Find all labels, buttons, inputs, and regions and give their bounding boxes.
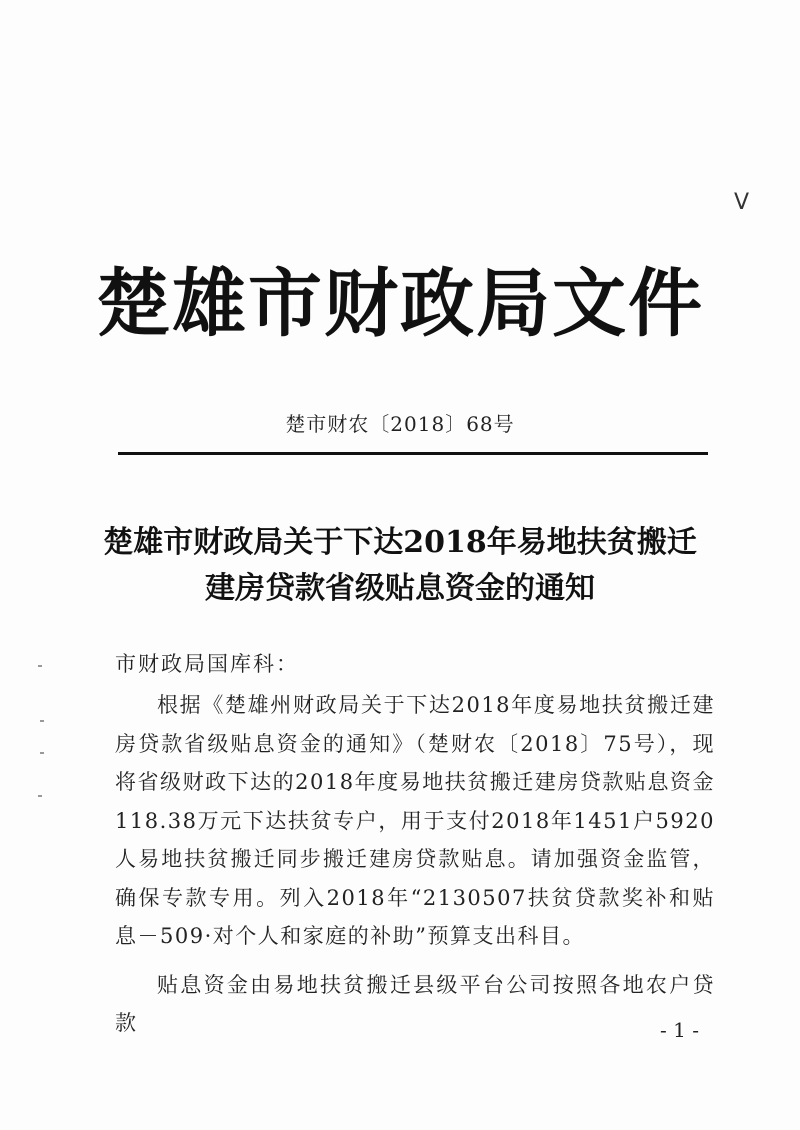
scan-speck bbox=[38, 795, 42, 797]
scan-speck bbox=[38, 665, 42, 667]
document-title bbox=[80, 520, 720, 612]
document-masthead: 楚雄市财政局文件 bbox=[96, 261, 704, 347]
document-body bbox=[115, 686, 715, 1043]
title-line-1: 楚雄市财政局关于下达2018年易地扶贫搬迁 bbox=[103, 525, 697, 560]
document-number: 楚市财农〔2018〕68号 bbox=[285, 412, 515, 436]
scan-speck bbox=[40, 752, 44, 754]
title-line-2: 建房贷款省级贴息资金的通知 bbox=[205, 571, 595, 606]
scan-speck bbox=[40, 720, 44, 722]
header-divider bbox=[118, 452, 708, 455]
body-paragraph-2: 贴息资金由易地扶贫搬迁县级平台公司按照各地农户贷款 bbox=[115, 972, 715, 1035]
check-mark: V bbox=[734, 190, 750, 215]
body-paragraph-1: 根据《楚雄州财政局关于下达2018年度易地扶贫搬迁建房贷款省级贴息资金的通知》（楚财农〔2018〕75号），现将省级财政下达的2018年度易地扶贫搬迁建房贷款贴息资金118.38万元下达扶贫专户，用于支付2018年1451户5920人易地扶贫搬迁同步搬迁建房贷款贴息。请加强资金监管，确保专款专用。列入2018年“2130507扶贫贷款奖补和贴息－509·对个人和家庭的补助”预算支出科目。 bbox=[115, 693, 715, 948]
addressee: 市财政局国库科： bbox=[115, 652, 299, 676]
page-number: - 1 - bbox=[660, 1018, 699, 1042]
